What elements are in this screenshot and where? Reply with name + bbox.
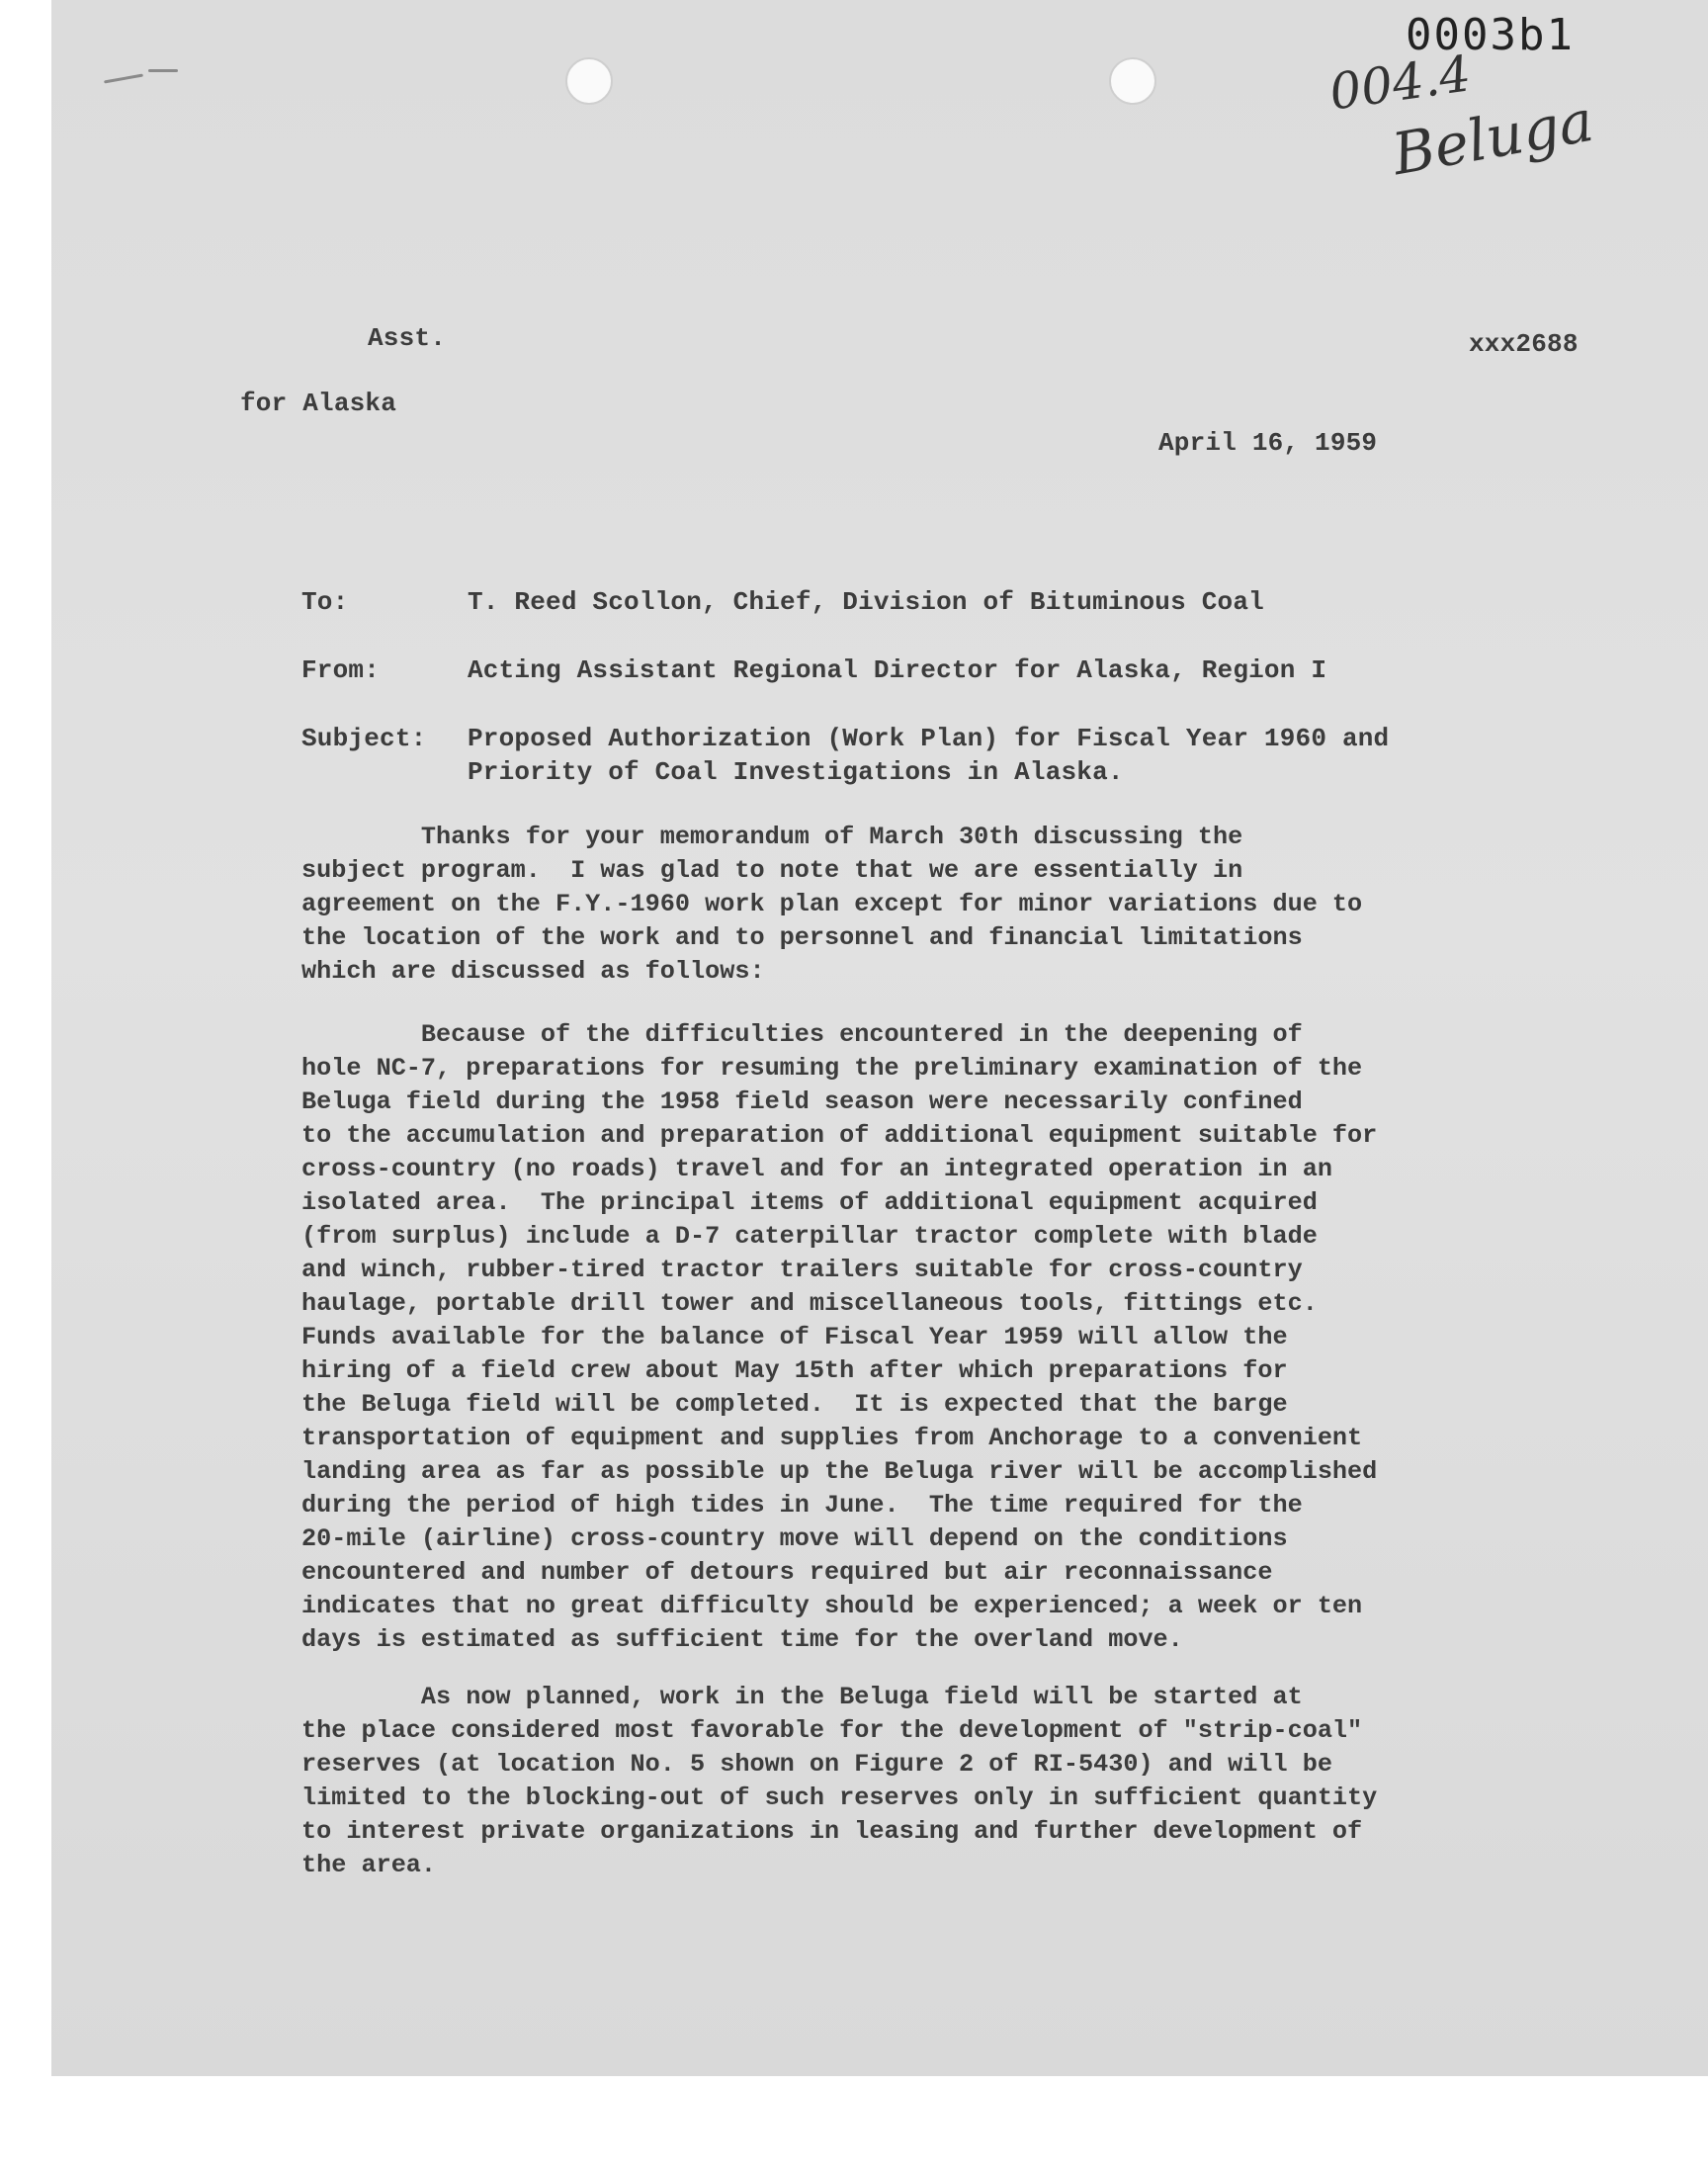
body-line: which are discussed as follows:	[301, 957, 765, 986]
subject-line: Priority of Coal Investigations in Alaska.	[468, 757, 1124, 787]
body-line: the area.	[301, 1851, 437, 1879]
body-line: the Beluga field will be completed. It is expected that the barge	[301, 1390, 1288, 1419]
body-line: to interest private organizations in leasing and further development of	[301, 1817, 1363, 1846]
body-line: hole NC-7, preparations for resuming the preliminary examination of the	[301, 1054, 1363, 1083]
body-line: As now planned, work in the Beluga field will be started at	[301, 1683, 1303, 1711]
body-line: transportation of equipment and supplies from Anchorage to a convenient	[301, 1424, 1363, 1452]
body-line: the place considered most favorable for the development of "strip-coal"	[301, 1716, 1363, 1745]
body-line: to the accumulation and preparation of additional equipment suitable for	[301, 1121, 1378, 1150]
body-line: subject program. I was glad to note that we are essentially in	[301, 856, 1243, 885]
subject-line: Proposed Authorization (Work Plan) for Fiscal Year 1960 and	[468, 724, 1390, 753]
from-value: Acting Assistant Regional Director for Alaska, Region I	[468, 655, 1327, 685]
body-line: isolated area. The principal items of additional equipment acquired	[301, 1188, 1318, 1217]
body-line: limited to the blocking-out of such reserves only in sufficient quantity	[301, 1784, 1378, 1812]
body-line: landing area as far as possible up the Beluga river will be accomplished	[301, 1457, 1378, 1486]
body-line: and winch, rubber-tired tractor trailers suitable for cross-country	[301, 1256, 1303, 1284]
body-line: Because of the difficulties encountered in the deepening of	[301, 1020, 1303, 1049]
scan-speck	[148, 69, 178, 72]
body-line: 20-mile (airline) cross-country move will depend on the conditions	[301, 1524, 1288, 1553]
body-line: during the period of high tides in June. The time required for the	[301, 1491, 1303, 1520]
header-title-line2: for Alaska	[240, 389, 397, 418]
body-line: reserves (at location No. 5 shown on Figure 2 of RI-5430) and will be	[301, 1750, 1332, 1779]
body-line: indicates that no great difficulty should be experienced; a week or ten	[301, 1592, 1363, 1620]
body-line: agreement on the F.Y.-1960 work plan except for minor variations due to	[301, 890, 1363, 918]
reference-number: xxx2688	[1469, 329, 1579, 359]
body-line: days is estimated as sufficient time for the overland move.	[301, 1625, 1183, 1654]
body-line: Funds available for the balance of Fiscal Year 1959 will allow the	[301, 1323, 1288, 1351]
punch-hole-right	[1109, 57, 1156, 105]
to-value: T. Reed Scollon, Chief, Division of Bituminous Coal	[468, 587, 1264, 617]
punch-hole-left	[565, 57, 613, 105]
body-line: cross-country (no roads) travel and for an integrated operation in an	[301, 1155, 1332, 1183]
memo-date: April 16, 1959	[1158, 428, 1378, 458]
header-title-line1: Asst.	[368, 323, 447, 353]
body-line: the location of the work and to personnel and financial limitations	[301, 923, 1303, 952]
body-line: (from surplus) include a D-7 caterpillar tractor complete with blade	[301, 1222, 1318, 1251]
to-label: To:	[301, 587, 349, 617]
handwritten-file-code: 004.4	[1325, 44, 1475, 122]
body-line: haulage, portable drill tower and miscellaneous tools, fittings etc.	[301, 1289, 1318, 1318]
body-line: Beluga field during the 1958 field season were necessarily confined	[301, 1088, 1303, 1116]
from-label: From:	[301, 655, 381, 685]
handwritten-file-name: Beluga	[1387, 86, 1598, 189]
page-stamp-number: 0003b1	[1406, 10, 1575, 60]
body-line: encountered and number of detours required but air reconnaissance	[301, 1558, 1273, 1587]
body-line: Thanks for your memorandum of March 30th discussing the	[301, 823, 1243, 851]
subject-label: Subject:	[301, 724, 427, 753]
body-line: hiring of a field crew about May 15th after which preparations for	[301, 1356, 1288, 1385]
